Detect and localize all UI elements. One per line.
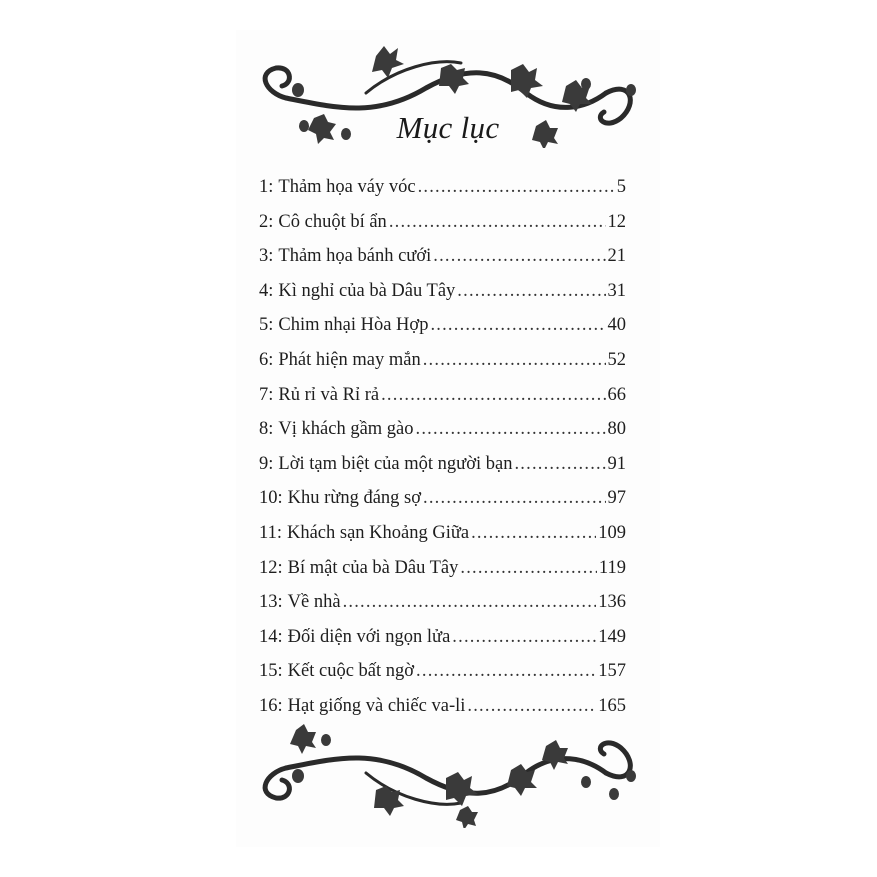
toc-entry-number: 13:: [259, 592, 283, 613]
toc-entry-title: Cô chuột bí ẩn: [278, 211, 387, 232]
toc-entry-number: 9:: [259, 453, 274, 474]
toc-entry-title: Thảm họa váy vóc: [278, 177, 416, 197]
toc-entry-page: 119: [598, 557, 626, 578]
toc-entry: [259, 412, 626, 447]
toc-entry-page: 109: [598, 522, 626, 543]
toc-entry-page: 21: [607, 246, 626, 267]
page-title: Mục lục: [396, 110, 500, 145]
toc-leader-dots: [433, 239, 605, 274]
toc-entry: [259, 516, 626, 551]
toc-entry-number: 2:: [259, 211, 274, 232]
toc-entry-number: 8:: [259, 419, 274, 440]
toc-entry: [259, 620, 626, 655]
toc-leader-dots: [416, 654, 596, 689]
toc-entry-title: Khu rừng đáng sợ: [287, 488, 422, 509]
toc-entry-number: 5:: [259, 315, 274, 336]
toc-leader-dots: [457, 274, 605, 309]
toc-entry-number: 16:: [259, 695, 283, 716]
vine-ornament-bottom-icon: [246, 718, 650, 828]
toc-entry-page: 91: [607, 453, 626, 474]
toc-entry: [259, 343, 626, 378]
toc-leader-dots: [381, 378, 605, 413]
toc-leader-dots: [471, 516, 596, 551]
toc-entry-number: 10:: [259, 488, 283, 509]
toc-entry-page: 157: [598, 661, 626, 682]
toc-leader-dots: [423, 481, 605, 516]
toc-entry-page: 149: [598, 626, 626, 647]
toc-entry-page: 66: [607, 384, 626, 405]
toc-leader-dots: [389, 205, 606, 240]
toc-entry-title: Vị khách gầm gào: [278, 419, 414, 440]
toc-entry-number: 7:: [259, 384, 274, 405]
toc-entry-title: Thảm họa bánh cưới: [278, 246, 432, 267]
toc-entry: [259, 585, 626, 620]
toc-entry: [259, 239, 626, 274]
toc-entry-number: 15:: [259, 661, 283, 682]
toc-entry-page: 40: [607, 315, 626, 336]
toc-entry-page: 52: [607, 349, 626, 370]
toc-leader-dots: [430, 308, 605, 343]
toc-entry: [259, 274, 626, 309]
toc-entry-number: 1:: [259, 177, 274, 197]
toc-leader-dots: [416, 412, 606, 447]
toc-entry-title: Đối diện với ngọn lửa: [287, 626, 451, 647]
toc-entry-page: 97: [607, 488, 626, 509]
toc-entry-page: 12: [607, 211, 626, 232]
toc-entry-number: 3:: [259, 246, 274, 267]
toc-entry: [259, 481, 626, 516]
toc-entry: [259, 170, 626, 205]
toc-leader-dots: [418, 170, 615, 205]
toc-leader-dots: [460, 551, 597, 586]
toc-entry-number: 11:: [259, 522, 282, 543]
toc-entry-title: Hạt giống và chiếc va-li: [287, 695, 466, 716]
toc-leader-dots: [514, 447, 605, 482]
toc-leader-dots: [452, 620, 596, 655]
toc-entry-title: Kì nghỉ của bà Dâu Tây: [278, 280, 456, 301]
table-of-contents: [259, 170, 626, 724]
toc-entry-number: 6:: [259, 349, 274, 370]
toc-entry: [259, 378, 626, 413]
toc-entry-number: 4:: [259, 280, 274, 301]
toc-entry-title: Kết cuộc bất ngờ: [287, 661, 415, 682]
toc-entry: [259, 654, 626, 689]
toc-entry-number: 14:: [259, 626, 283, 647]
toc-entry: [259, 447, 626, 482]
toc-entry-title: Chim nhại Hòa Hợp: [278, 315, 429, 336]
toc-entry-page: 136: [598, 592, 626, 613]
toc-entry: [259, 205, 626, 240]
toc-leader-dots: [343, 585, 597, 620]
toc-entry-title: Rủ rỉ và Rỉ rả: [278, 384, 380, 405]
toc-entry-title: Bí mật của bà Dâu Tây: [287, 557, 459, 578]
toc-entry-number: 12:: [259, 557, 283, 578]
toc-entry-title: Lời tạm biệt của một người bạn: [278, 453, 513, 474]
toc-entry-title: Phát hiện may mắn: [278, 349, 421, 370]
toc-entry-page: 80: [607, 419, 626, 440]
toc-entry-page: 5: [616, 177, 626, 197]
toc-entry-page: 165: [598, 695, 626, 716]
toc-entry-title: Về nhà: [287, 592, 341, 613]
toc-entry-page: 31: [607, 280, 626, 301]
toc-entry-title: Khách sạn Khoảng Giữa: [286, 522, 470, 543]
toc-entry: [259, 308, 626, 343]
toc-leader-dots: [423, 343, 606, 378]
toc-entry: [259, 551, 626, 586]
